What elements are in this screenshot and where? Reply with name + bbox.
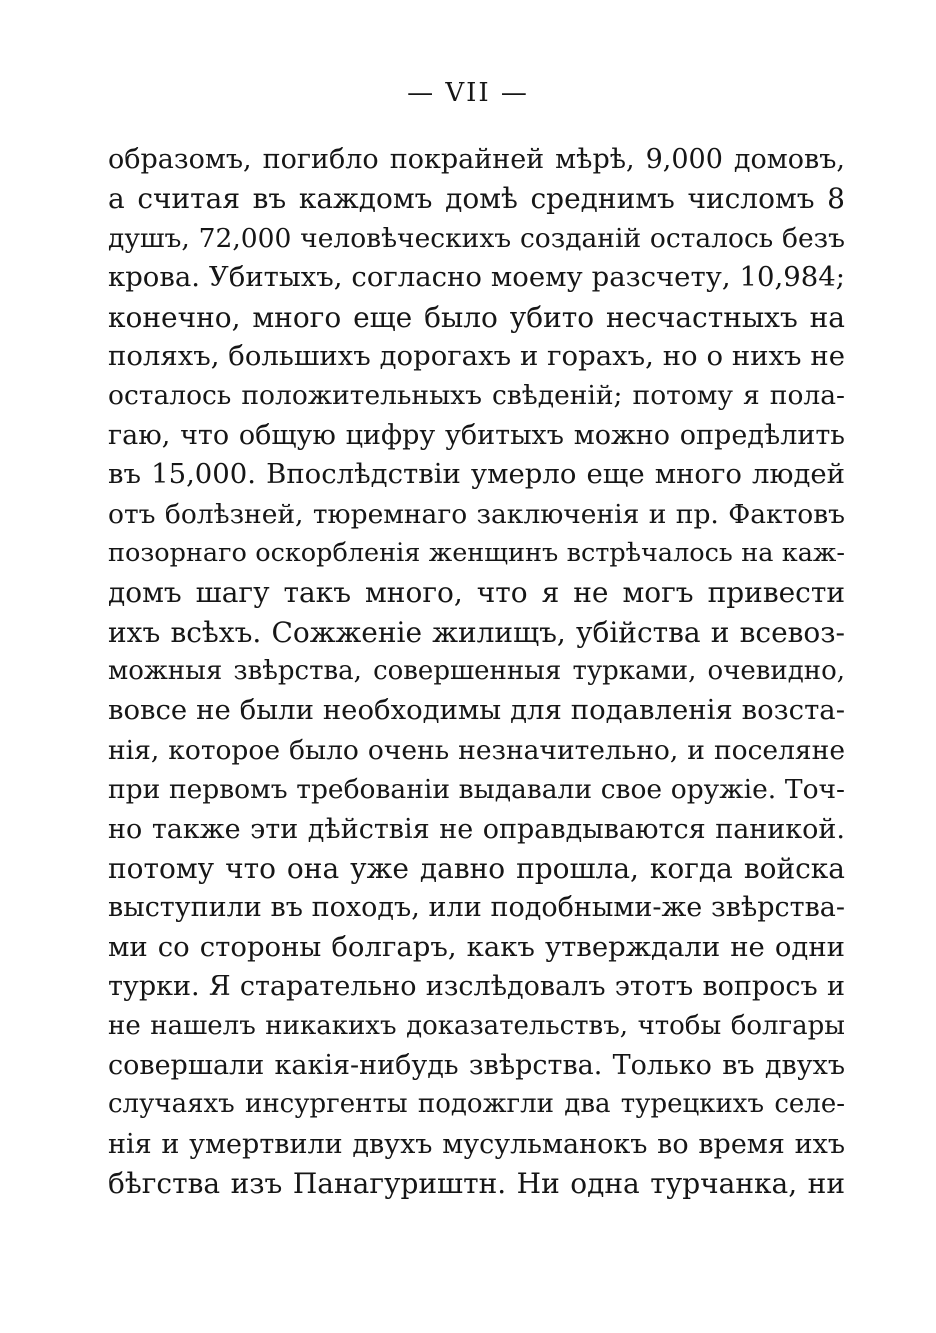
text-line: бѣгства изъ Панагуриштн. Ни одна турчанка, ни: [108, 1167, 845, 1201]
text-line: а считая въ каждомъ домѣ среднимъ числомъ 8: [108, 182, 845, 216]
text-line: совершали какія-нибудь звѣрства. Только въ двухъ: [108, 1049, 845, 1081]
text-line: образомъ, погибло покрайней мѣрѣ, 9,000 домовъ,: [108, 144, 845, 175]
text-line: отъ болѣзней, тюремнаго заключенія и пр. Фактовъ: [108, 498, 845, 530]
text-line: домъ шагу такъ много, что я не могъ привести: [108, 576, 845, 610]
text-line: душъ, 72,000 человѣческихъ созданій осталось безъ: [108, 222, 845, 254]
text-line: осталось положительныхъ свѣденій; потому я пола-: [108, 380, 845, 412]
text-line: поляхъ, большихъ дорогахъ и горахъ, но о нихъ не: [108, 339, 845, 372]
text-line: нія и умертвили двухъ мусульманокъ во время ихъ: [108, 1128, 845, 1160]
text-line: ми со стороны болгаръ, какъ утверждали не одни: [108, 930, 845, 963]
text-line: нія, которое было очень незначительно, и поселяне: [108, 734, 845, 766]
text-line: турки. Я старательно изслѣдовалъ этотъ вопросъ и: [108, 971, 845, 1003]
text-line: крова. Убитыхъ, согласно моему разсчету, 10,984;: [108, 261, 845, 294]
text-line: потому что она уже давно прошла, когда войска: [108, 852, 845, 886]
text-line: не нашелъ никакихъ доказательствъ, чтобы болгары: [108, 1010, 845, 1041]
page-number: — VII —: [407, 78, 529, 108]
text-line: ихъ всѣхъ. Сожженіе жилищъ, убійства и всевоз-: [108, 615, 845, 649]
text-line: вовсе не были необходимы для подавленія возста-: [108, 694, 845, 727]
text-line: гаю, что общую цифру убитыхъ можно опредѣлить: [108, 419, 845, 451]
text-line: выступили въ походъ, или подобными-же звѣрства-: [108, 892, 845, 924]
text-line: при первомъ требованіи выдавали свое оружіе. Точ-: [108, 774, 845, 806]
text-line: но также эти дѣйствія не оправдываются паникой.: [108, 813, 845, 845]
body-text: [108, 140, 845, 1204]
text-line: можныя звѣрства, совершенныя турками, очевидно,: [108, 656, 845, 687]
text-line: случаяхъ инсургенты подожгли два турецкихъ селе-: [108, 1089, 845, 1120]
text-line: конечно, много еще было убито несчастныхъ на: [108, 300, 845, 334]
text-line: позорнаго оскорбленія женщинъ встрѣчалось на каж-: [108, 537, 845, 568]
text-line: въ 15,000. Впослѣдствіи умерло еще много людей: [108, 458, 845, 491]
